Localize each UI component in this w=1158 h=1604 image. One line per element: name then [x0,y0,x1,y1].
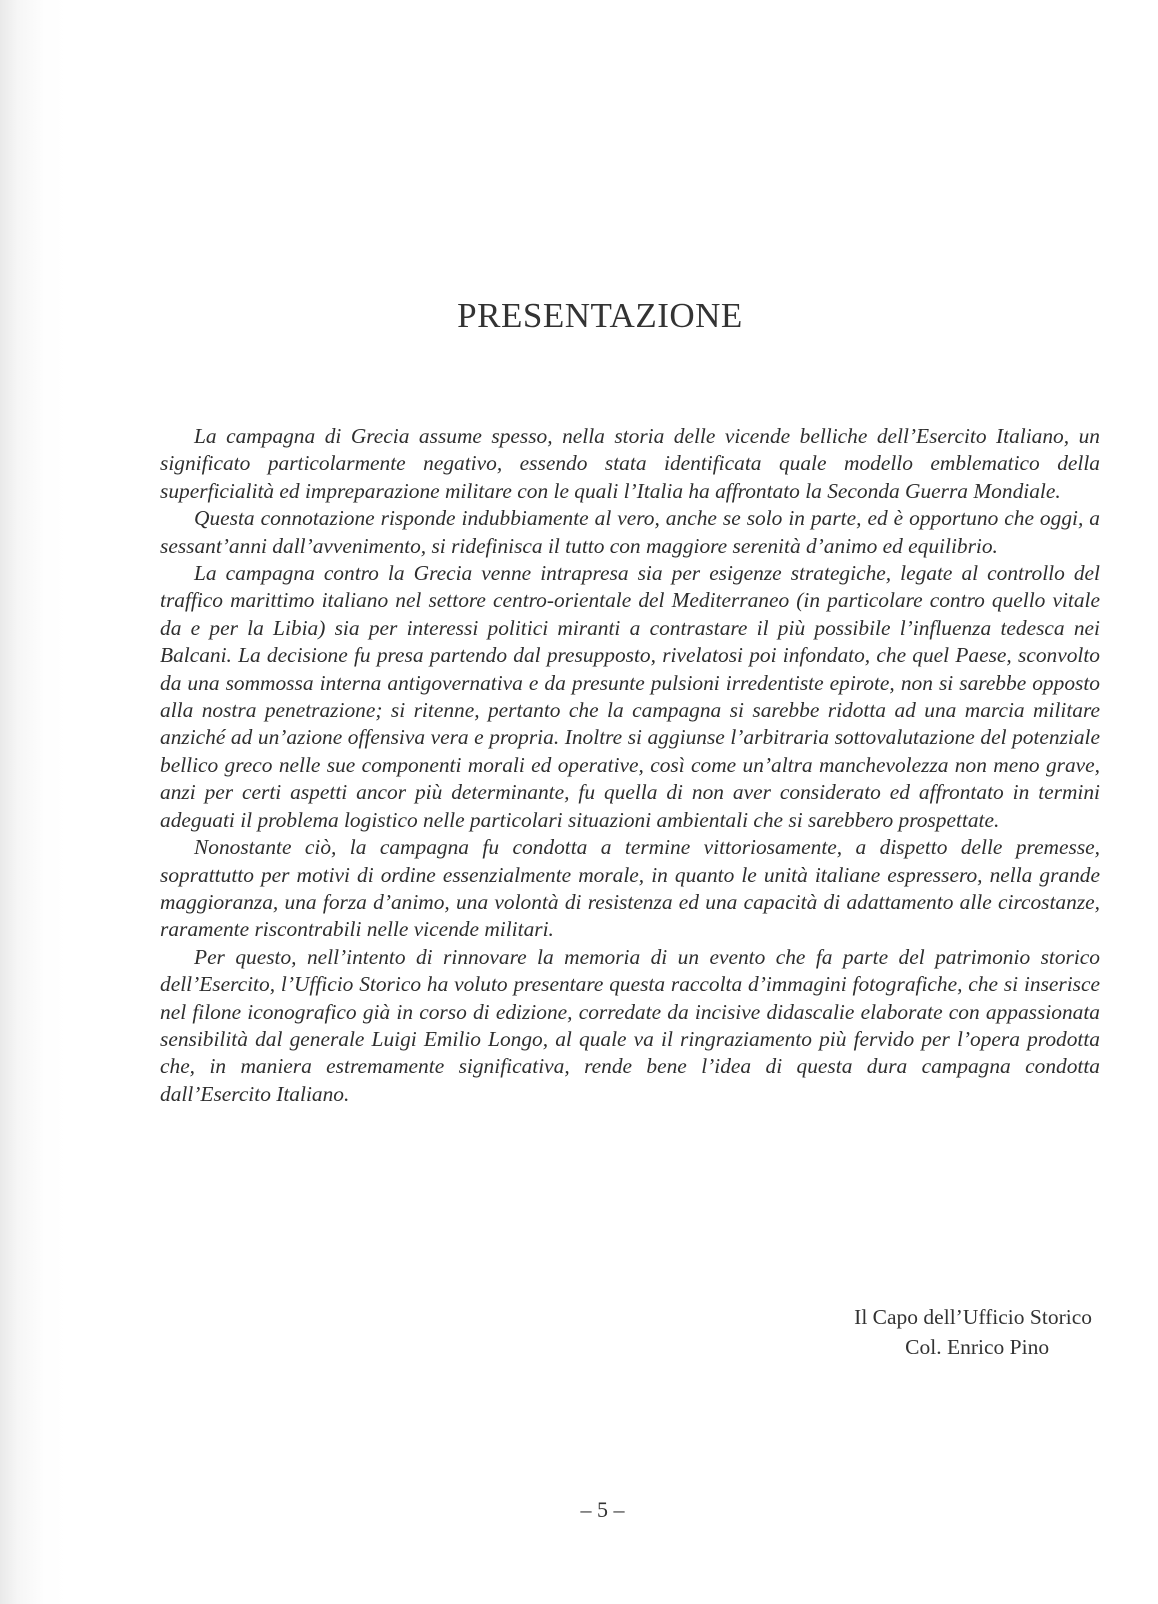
paragraph-5: Per questo, nell’intento di rinnovare la memoria di un evento che fa parte del patrimonio storico dell’Esercito, l’Ufficio Storico ha voluto presentare questa raccolta d’immagini fotografiche, che si inserisce nel filone iconografico già in corso di edizione, corredate da incisive didascalie elaborate con appassionata sensibilità dal generale Luigi Emilio Longo, al quale va il ringraziamento più fervido per l’opera prodotta che, in maniera estremamente significativa, rende bene l’idea di questa dura campagna condotta dall’Esercito Italiano. [160,944,1100,1106]
signature-role: Il Capo dell’Ufficio Storico [854,1305,1092,1329]
page-number: – 5 – [580,1497,625,1522]
signature-name: Col. Enrico Pino [905,1335,1050,1359]
paragraph-1: La campagna di Grecia assume spesso, nella storia delle vicende belliche dell’Esercito Italiano, un significato particolarmente negativo, essendo stata identificata quale modello emblematico della superficialità ed impreparazione militare con le quali l’Italia ha affrontato la Seconda Guerra Mondiale. [160,424,1100,503]
presentation-body [160,423,1100,1108]
paragraph-3: La campagna contro la Grecia venne intrapresa sia per esigenze strategiche, legate al controllo del traffico marittimo italiano nel settore centro-orientale del Mediterraneo (in particolare contro quello vitale da e per la Libia) sia per interessi politici miranti a contrastare il più possibile l’influenza tedesca nei Balcani. La decisione fu presa partendo dal presupposto, rivelatosi poi infondato, che quel Paese, sconvolto da una sommossa interna antigovernativa e da presunte pulsioni irredentiste epirote, non si sarebbe opposto alla nostra penetrazione; si ritenne, pertanto che la campagna si sarebbe ridotta ad una marcia militare anziché ad un’azione offensiva vera e propria. Inoltre si aggiunse l’arbitraria sottovalutazione del potenziale bellico greco nelle sue componenti morali ed operative, così come un’altra manchevolezza non meno grave, anzi per certi aspetti ancor più determinante, fu quella di non aver considerato ed affrontato in termini adeguati il problema logistico nelle particolari situazioni ambientali che si sarebbero prospettate. [160,561,1100,832]
signature-block [854,1302,1092,1362]
paragraph-4: Nonostante ciò, la campagna fu condotta a termine vittoriosamente, a dispetto delle premesse, soprattutto per motivi di ordine essenzialmente morale, in quanto le unità italiane espressero, nella grande maggioranza, una forza d’animo, una volontà di resistenza ed una capacità di adattamento alle circostanze, raramente riscontrabili nelle vicende militari. [160,835,1100,942]
paragraph-2: Questa connotazione risponde indubbiamente al vero, anche se solo in parte, ed è opportuno che oggi, a sessant’anni dall’avvenimento, si ridefinisca il tutto con maggiore serenità d’animo ed equilibrio. [160,506,1100,558]
page-title: PRESENTAZIONE [457,296,743,335]
